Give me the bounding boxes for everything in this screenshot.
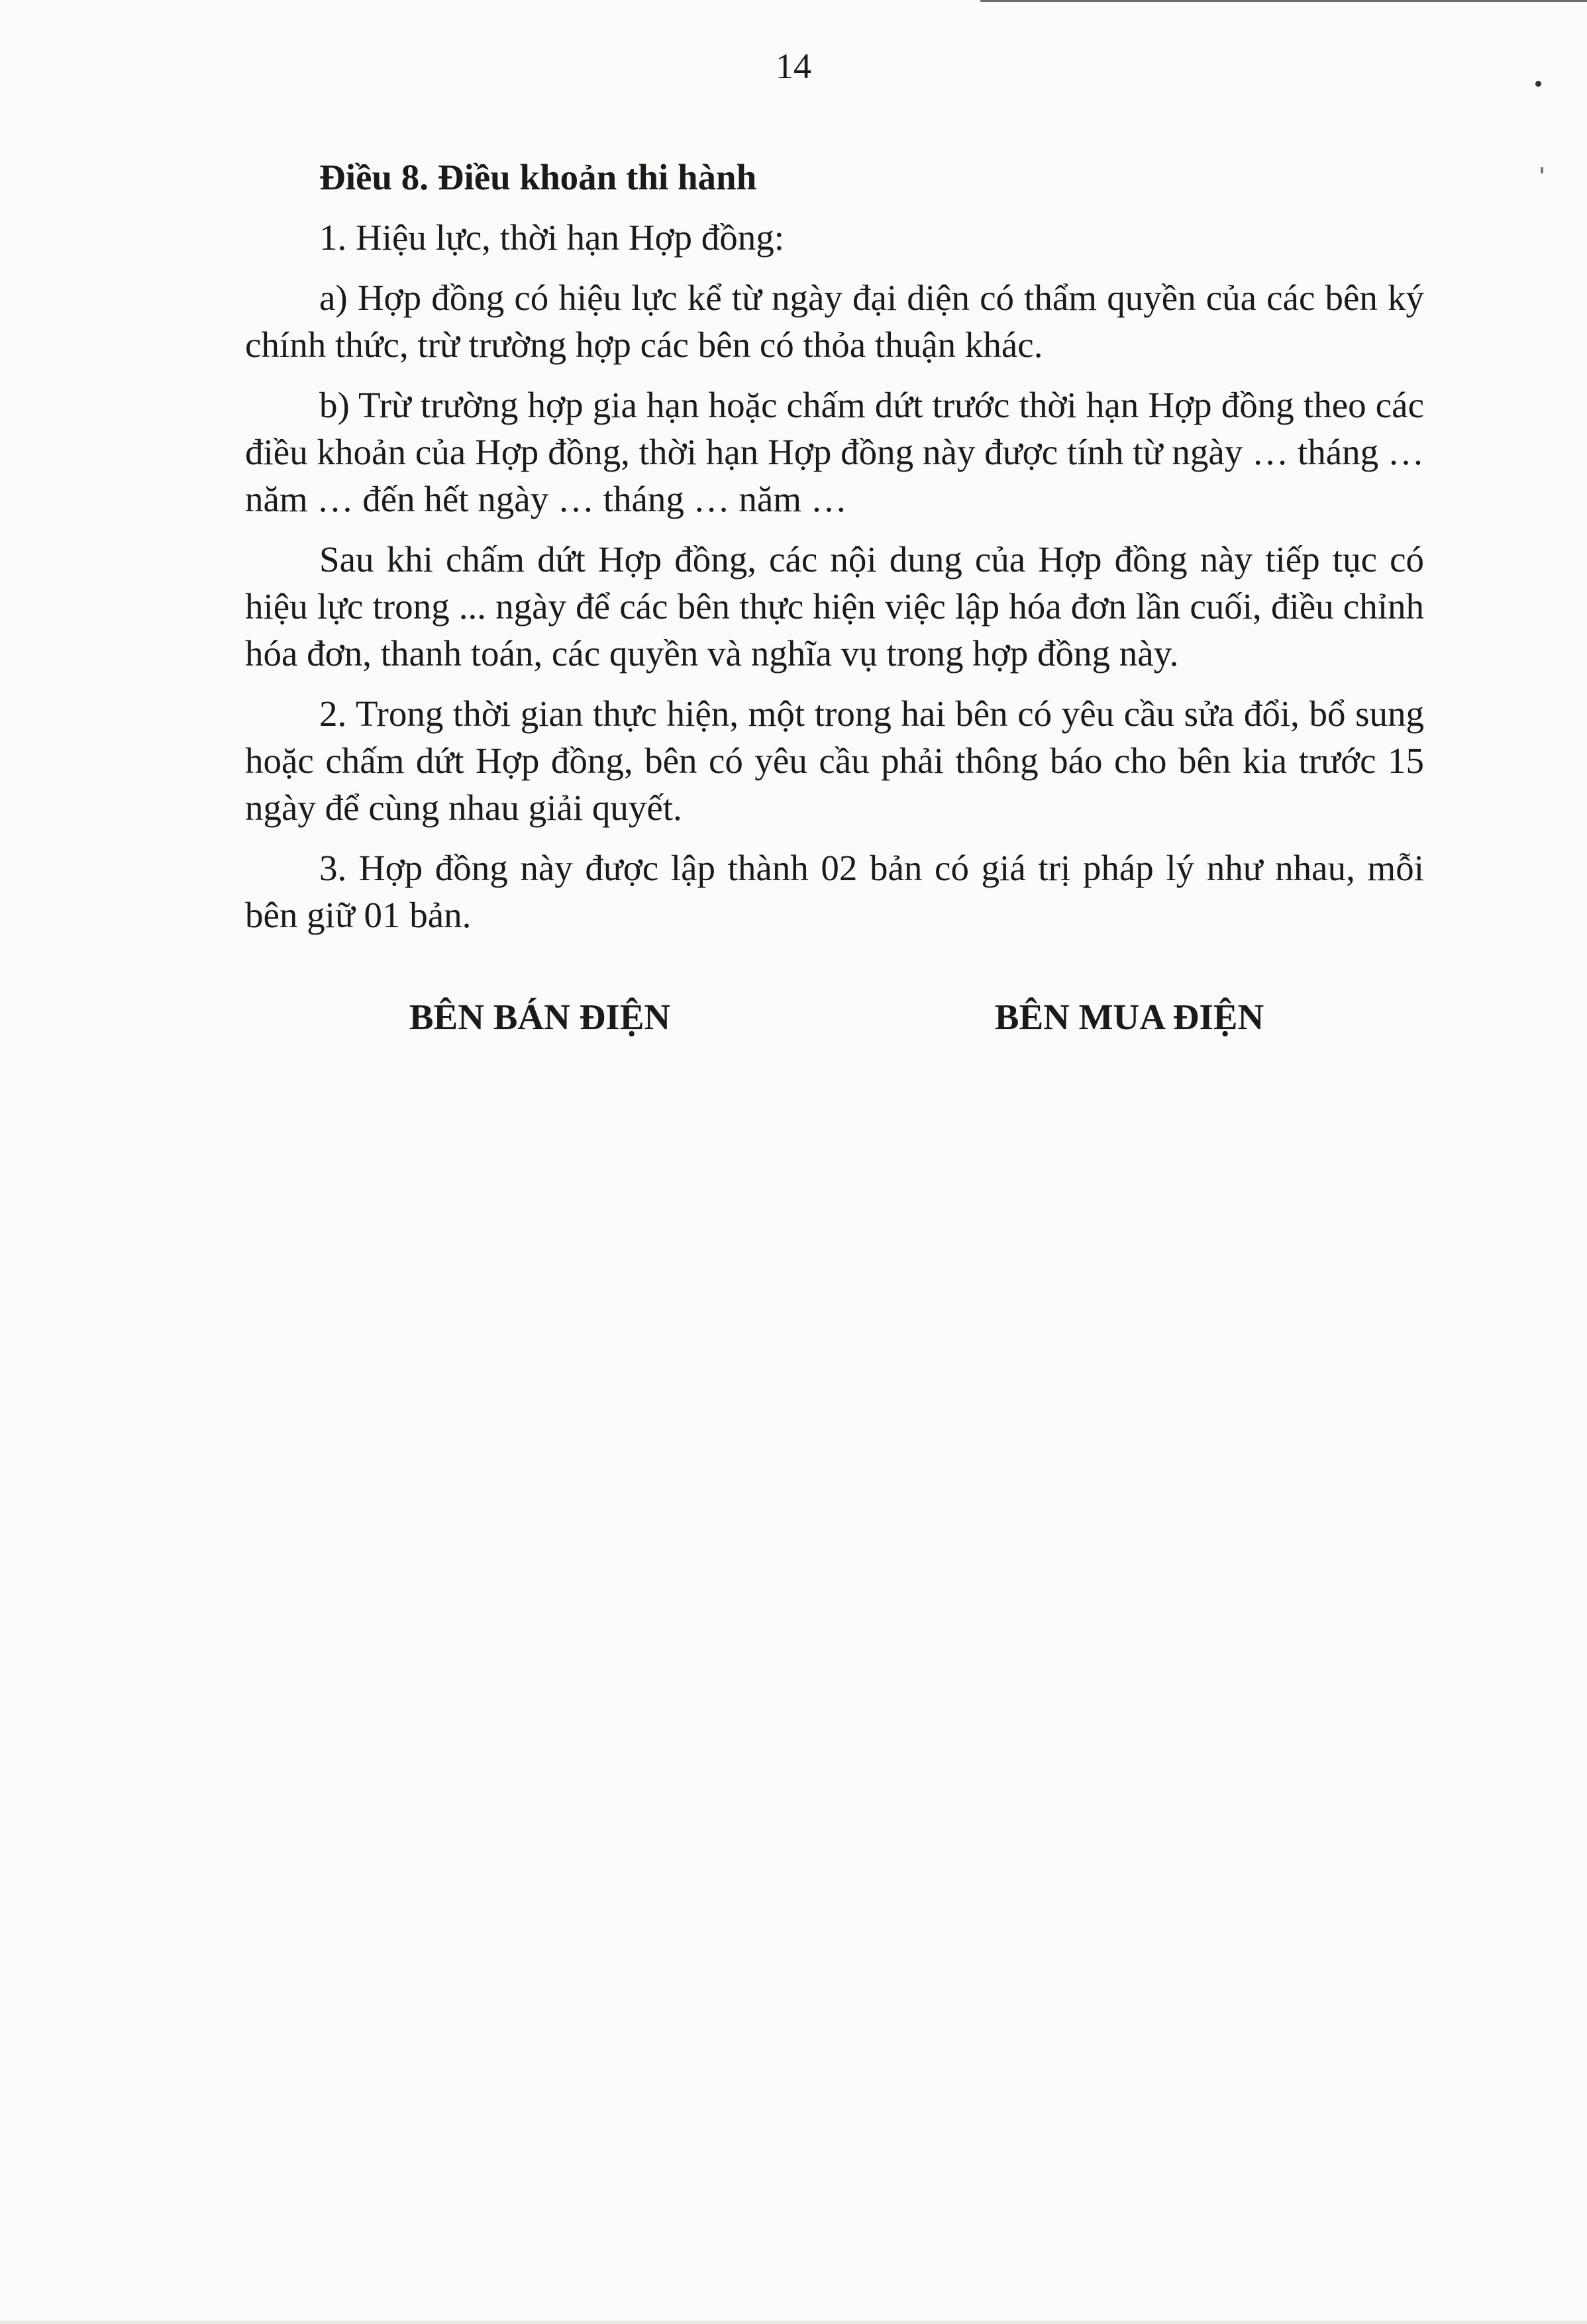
paragraph-post-termination: Sau khi chấm dứt Hợp đồng, các nội dung của Hợp đồng này tiếp tục có hiệu lực trong ... ngày để các bên thực hiện việc lập hóa đơn lần cuối, điều chỉnh hóa đơn, thanh toán, các quyền và nghĩa vụ trong hợp đồng này.: [245, 539, 1424, 674]
paragraph-effective-date: a) Hợp đồng có hiệu lực kể từ ngày đại diện có thẩm quyền của các bên ký chính thức, trừ trường hợp các bên có thỏa thuận khác.: [245, 278, 1424, 365]
signature-block: [245, 993, 1424, 1046]
page-edge-shadow: [980, 0, 1587, 2]
page-number: 14: [776, 46, 811, 86]
paragraph-amendment-notice: 2. Trong thời gian thực hiện, một trong hai bên có yêu cầu sửa đổi, bổ sung hoặc chấm dứt Hợp đồng, bên có yêu cầu phải thông báo cho bên kia trước 15 ngày để cùng nhau giải quyết.: [245, 693, 1424, 828]
article-heading: Điều 8. Điều khoản thi hành: [319, 157, 757, 197]
paragraph-contract-term: b) Trừ trường hợp gia hạn hoặc chấm dứt trước thời hạn Hợp đồng theo các điều khoản của Hợp đồng, thời hạn Hợp đồng này được tính từ ngày … tháng … năm … đến hết ngày … tháng … năm …: [245, 385, 1424, 519]
scan-speck: [1535, 81, 1541, 87]
page-edge-bottom: [0, 2321, 1587, 2324]
seller-signature-label: BÊN BÁN ĐIỆN: [409, 997, 671, 1037]
buyer-signature-label: BÊN MUA ĐIỆN: [994, 997, 1264, 1037]
paragraph-validity-title: 1. Hiệu lực, thời hạn Hợp đồng:: [319, 217, 785, 258]
scan-mark: [1541, 167, 1543, 174]
paragraph-copies: 3. Hợp đồng này được lập thành 02 bản có giá trị pháp lý như nhau, mỗi bên giữ 01 bản.: [245, 848, 1424, 935]
article-body: [245, 154, 1424, 952]
